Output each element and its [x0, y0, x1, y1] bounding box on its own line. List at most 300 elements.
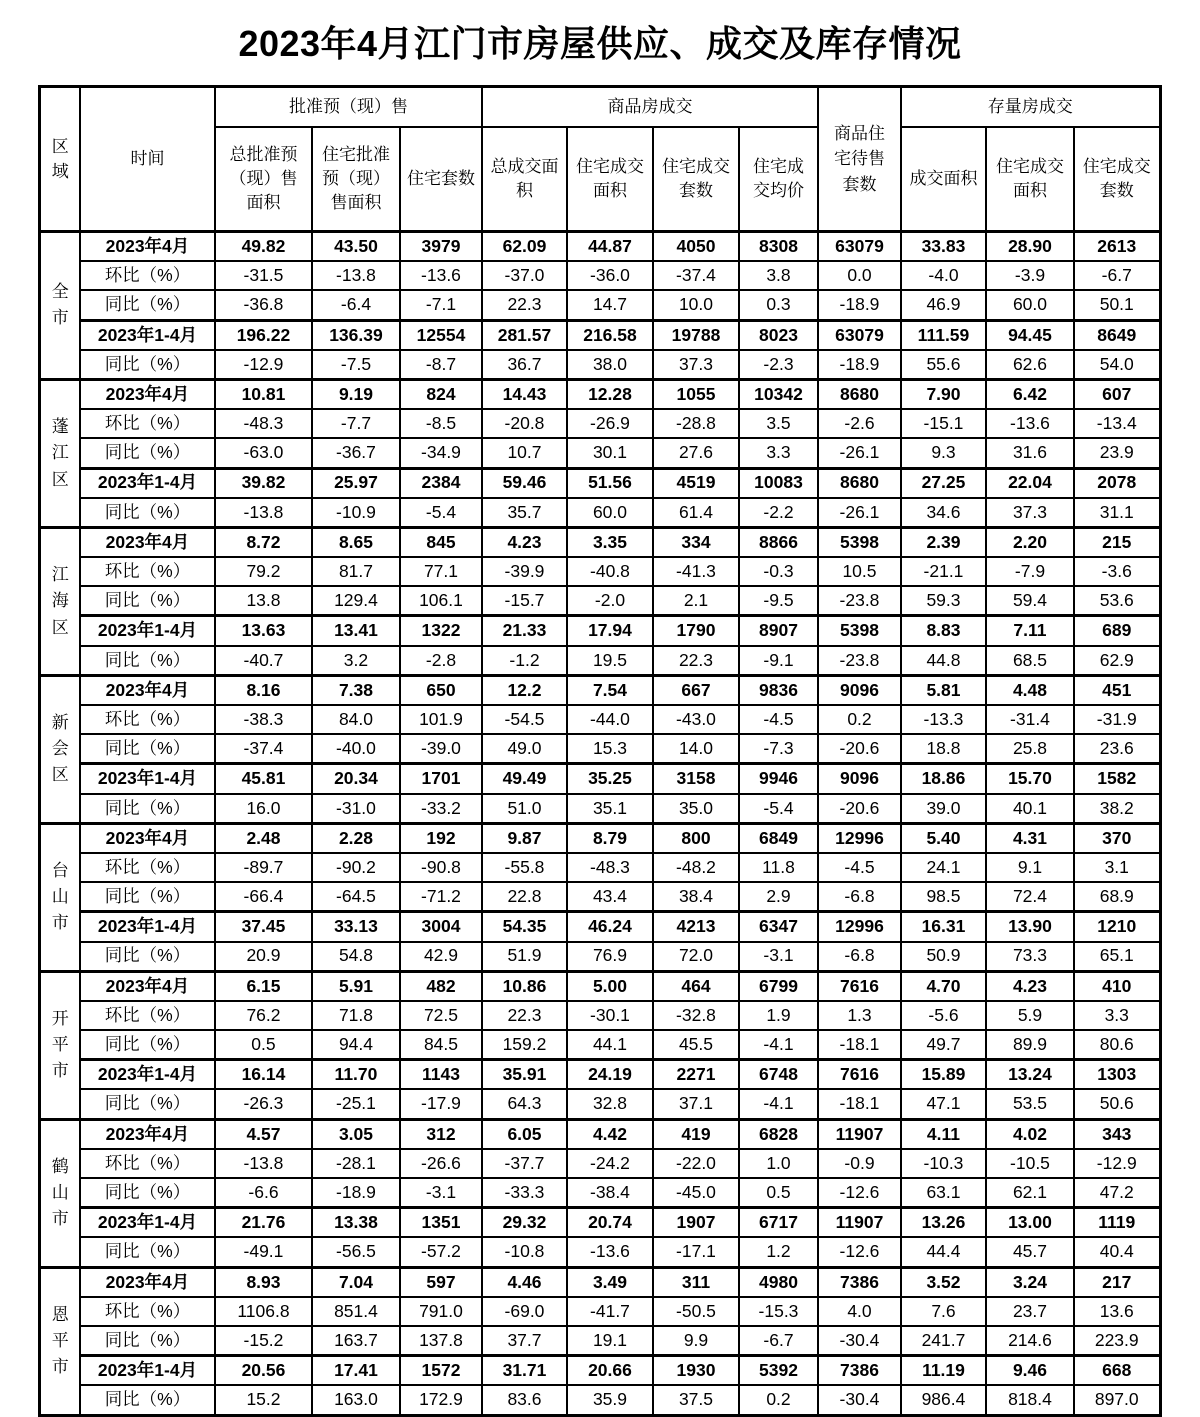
- table-row: [40, 1237, 1160, 1267]
- value-cell: -23.8: [818, 646, 901, 676]
- value-cell: 1907: [653, 1208, 739, 1238]
- value-cell: 20.66: [567, 1356, 653, 1386]
- table-row: [40, 350, 1160, 380]
- value-cell: 13.26: [901, 1208, 986, 1238]
- value-cell: 668: [1074, 1356, 1160, 1386]
- value-cell: 4980: [739, 1267, 818, 1297]
- value-cell: 59.4: [986, 586, 1074, 616]
- value-cell: 8.93: [215, 1267, 312, 1297]
- value-cell: 9.9: [653, 1326, 739, 1356]
- value-cell: 37.5: [653, 1385, 739, 1415]
- value-cell: -13.6: [400, 261, 482, 290]
- value-cell: -13.8: [215, 498, 312, 528]
- table-row: [40, 734, 1160, 764]
- value-cell: 5.91: [312, 971, 400, 1001]
- row-label: 同比（%）: [80, 586, 215, 616]
- value-cell: 27.6: [653, 438, 739, 468]
- row-label: 2023年4月: [80, 232, 215, 262]
- header-col-total-presale-area: 总批准预（现）售面积: [215, 127, 312, 232]
- value-cell: 27.25: [901, 468, 986, 498]
- header-region: 区域: [40, 87, 80, 232]
- value-cell: 6849: [739, 823, 818, 853]
- value-cell: 7386: [818, 1267, 901, 1297]
- value-cell: -0.9: [818, 1149, 901, 1178]
- value-cell: 16.0: [215, 794, 312, 824]
- value-cell: 6347: [739, 912, 818, 942]
- value-cell: 3.3: [1074, 1001, 1160, 1030]
- value-cell: 63079: [818, 232, 901, 262]
- row-label: 同比（%）: [80, 1326, 215, 1356]
- region-cell: 新会区: [40, 675, 80, 823]
- value-cell: 8649: [1074, 320, 1160, 350]
- row-label: 2023年4月: [80, 1267, 215, 1297]
- value-cell: 23.7: [986, 1297, 1074, 1326]
- region-cell: 台山市: [40, 823, 80, 971]
- value-cell: -31.4: [986, 705, 1074, 734]
- row-label: 2023年1-4月: [80, 616, 215, 646]
- value-cell: 59.46: [482, 468, 567, 498]
- value-cell: 8907: [739, 616, 818, 646]
- header-group-row: [40, 87, 1160, 128]
- value-cell: 6.05: [482, 1119, 567, 1149]
- value-cell: 53.5: [986, 1089, 1074, 1119]
- value-cell: -30.4: [818, 1385, 901, 1415]
- value-cell: -13.8: [215, 1149, 312, 1178]
- value-cell: 47.1: [901, 1089, 986, 1119]
- value-cell: -7.3: [739, 734, 818, 764]
- row-label: 同比（%）: [80, 646, 215, 676]
- value-cell: 13.00: [986, 1208, 1074, 1238]
- value-cell: 22.3: [482, 290, 567, 320]
- value-cell: 28.90: [986, 232, 1074, 262]
- table-row: [40, 1001, 1160, 1030]
- value-cell: 94.4: [312, 1030, 400, 1060]
- value-cell: 44.1: [567, 1030, 653, 1060]
- value-cell: 7.38: [312, 675, 400, 705]
- value-cell: 9.46: [986, 1356, 1074, 1386]
- value-cell: -20.8: [482, 409, 567, 438]
- value-cell: 20.74: [567, 1208, 653, 1238]
- value-cell: 4.57: [215, 1119, 312, 1149]
- value-cell: -4.5: [739, 705, 818, 734]
- table-row: [40, 1030, 1160, 1060]
- value-cell: 81.7: [312, 557, 400, 586]
- value-cell: -56.5: [312, 1237, 400, 1267]
- value-cell: -6.6: [215, 1178, 312, 1208]
- value-cell: 5.40: [901, 823, 986, 853]
- value-cell: 3158: [653, 764, 739, 794]
- value-cell: 791.0: [400, 1297, 482, 1326]
- value-cell: 43.4: [567, 882, 653, 912]
- table-row: [40, 320, 1160, 350]
- region-cell: 蓬江区: [40, 379, 80, 527]
- row-label: 环比（%）: [80, 409, 215, 438]
- value-cell: 72.0: [653, 942, 739, 972]
- value-cell: 12996: [818, 823, 901, 853]
- value-cell: 54.35: [482, 912, 567, 942]
- table-row: [40, 1326, 1160, 1356]
- value-cell: 1582: [1074, 764, 1160, 794]
- value-cell: -2.2: [739, 498, 818, 528]
- value-cell: 63079: [818, 320, 901, 350]
- value-cell: 343: [1074, 1119, 1160, 1149]
- value-cell: 172.9: [400, 1385, 482, 1415]
- value-cell: 2.9: [739, 882, 818, 912]
- value-cell: 14.43: [482, 379, 567, 409]
- value-cell: -20.6: [818, 734, 901, 764]
- value-cell: 7.6: [901, 1297, 986, 1326]
- value-cell: -3.6: [1074, 557, 1160, 586]
- value-cell: 8.79: [567, 823, 653, 853]
- row-label: 2023年4月: [80, 379, 215, 409]
- value-cell: -31.5: [215, 261, 312, 290]
- table-row: [40, 705, 1160, 734]
- value-cell: -38.4: [567, 1178, 653, 1208]
- value-cell: 25.97: [312, 468, 400, 498]
- value-cell: 8023: [739, 320, 818, 350]
- value-cell: 46.9: [901, 290, 986, 320]
- value-cell: -13.3: [901, 705, 986, 734]
- value-cell: -40.8: [567, 557, 653, 586]
- row-label: 2023年4月: [80, 1119, 215, 1149]
- value-cell: 482: [400, 971, 482, 1001]
- row-label: 同比（%）: [80, 1237, 215, 1267]
- row-label: 2023年4月: [80, 675, 215, 705]
- row-label: 同比（%）: [80, 1178, 215, 1208]
- value-cell: -23.8: [818, 586, 901, 616]
- value-cell: 62.1: [986, 1178, 1074, 1208]
- value-cell: 19788: [653, 320, 739, 350]
- value-cell: 76.9: [567, 942, 653, 972]
- value-cell: 9.3: [901, 438, 986, 468]
- value-cell: -41.7: [567, 1297, 653, 1326]
- value-cell: 1.2: [739, 1237, 818, 1267]
- value-cell: 12554: [400, 320, 482, 350]
- header-col-res-units: 住宅套数: [400, 127, 482, 232]
- value-cell: 19.5: [567, 646, 653, 676]
- value-cell: 45.81: [215, 764, 312, 794]
- value-cell: 7.11: [986, 616, 1074, 646]
- value-cell: 22.3: [653, 646, 739, 676]
- value-cell: 12996: [818, 912, 901, 942]
- value-cell: 29.32: [482, 1208, 567, 1238]
- value-cell: -2.0: [567, 586, 653, 616]
- row-label: 同比（%）: [80, 734, 215, 764]
- value-cell: 24.1: [901, 853, 986, 882]
- value-cell: 3.2: [312, 646, 400, 676]
- value-cell: 38.2: [1074, 794, 1160, 824]
- value-cell: 1143: [400, 1060, 482, 1090]
- value-cell: 7386: [818, 1356, 901, 1386]
- value-cell: 8680: [818, 379, 901, 409]
- value-cell: -13.4: [1074, 409, 1160, 438]
- value-cell: 71.8: [312, 1001, 400, 1030]
- value-cell: 0.3: [739, 290, 818, 320]
- row-label: 2023年1-4月: [80, 1356, 215, 1386]
- value-cell: -9.5: [739, 586, 818, 616]
- value-cell: -12.9: [1074, 1149, 1160, 1178]
- value-cell: 4050: [653, 232, 739, 262]
- value-cell: 62.9: [1074, 646, 1160, 676]
- value-cell: 10.81: [215, 379, 312, 409]
- value-cell: 62.09: [482, 232, 567, 262]
- value-cell: 4.70: [901, 971, 986, 1001]
- value-cell: 3.49: [567, 1267, 653, 1297]
- value-cell: 10.5: [818, 557, 901, 586]
- value-cell: 7.54: [567, 675, 653, 705]
- value-cell: -71.2: [400, 882, 482, 912]
- table-row: [40, 1267, 1160, 1297]
- value-cell: -12.6: [818, 1178, 901, 1208]
- value-cell: 39.0: [901, 794, 986, 824]
- value-cell: -44.0: [567, 705, 653, 734]
- value-cell: 19.1: [567, 1326, 653, 1356]
- value-cell: 851.4: [312, 1297, 400, 1326]
- value-cell: -48.3: [215, 409, 312, 438]
- value-cell: -40.0: [312, 734, 400, 764]
- value-cell: 1.3: [818, 1001, 901, 1030]
- value-cell: 9946: [739, 764, 818, 794]
- value-cell: 30.1: [567, 438, 653, 468]
- value-cell: 54.8: [312, 942, 400, 972]
- value-cell: -1.2: [482, 646, 567, 676]
- value-cell: -39.0: [400, 734, 482, 764]
- value-cell: 2.28: [312, 823, 400, 853]
- table-row: [40, 261, 1160, 290]
- value-cell: 6828: [739, 1119, 818, 1149]
- value-cell: -25.1: [312, 1089, 400, 1119]
- table-row: [40, 557, 1160, 586]
- row-label: 同比（%）: [80, 882, 215, 912]
- value-cell: 38.0: [567, 350, 653, 380]
- value-cell: 13.24: [986, 1060, 1074, 1090]
- value-cell: 9836: [739, 675, 818, 705]
- value-cell: 73.3: [986, 942, 1074, 972]
- value-cell: 51.9: [482, 942, 567, 972]
- value-cell: -17.9: [400, 1089, 482, 1119]
- value-cell: -12.6: [818, 1237, 901, 1267]
- value-cell: 192: [400, 823, 482, 853]
- region-cell: 恩平市: [40, 1267, 80, 1415]
- value-cell: 451: [1074, 675, 1160, 705]
- value-cell: 14.7: [567, 290, 653, 320]
- header-col-existing-sold-area: 成交面积: [901, 127, 986, 232]
- value-cell: 2.1: [653, 586, 739, 616]
- value-cell: -3.9: [986, 261, 1074, 290]
- value-cell: -26.1: [818, 438, 901, 468]
- value-cell: 3.5: [739, 409, 818, 438]
- table-row: [40, 1089, 1160, 1119]
- value-cell: 8.16: [215, 675, 312, 705]
- value-cell: 12.28: [567, 379, 653, 409]
- value-cell: 1572: [400, 1356, 482, 1386]
- value-cell: 800: [653, 823, 739, 853]
- value-cell: 10342: [739, 379, 818, 409]
- value-cell: 25.8: [986, 734, 1074, 764]
- value-cell: 13.63: [215, 616, 312, 646]
- value-cell: 45.5: [653, 1030, 739, 1060]
- value-cell: 1119: [1074, 1208, 1160, 1238]
- value-cell: -28.1: [312, 1149, 400, 1178]
- row-label: 环比（%）: [80, 1297, 215, 1326]
- region-cell: 开平市: [40, 971, 80, 1119]
- value-cell: 31.6: [986, 438, 1074, 468]
- value-cell: 312: [400, 1119, 482, 1149]
- value-cell: -7.5: [312, 350, 400, 380]
- row-label: 同比（%）: [80, 498, 215, 528]
- value-cell: 20.9: [215, 942, 312, 972]
- row-label: 环比（%）: [80, 705, 215, 734]
- value-cell: -2.3: [739, 350, 818, 380]
- table-row: [40, 586, 1160, 616]
- row-label: 2023年1-4月: [80, 1208, 215, 1238]
- value-cell: -55.8: [482, 853, 567, 882]
- value-cell: -38.3: [215, 705, 312, 734]
- value-cell: -12.9: [215, 350, 312, 380]
- value-cell: 8680: [818, 468, 901, 498]
- region-cell: 江海区: [40, 527, 80, 675]
- table-row: [40, 646, 1160, 676]
- value-cell: 3.52: [901, 1267, 986, 1297]
- value-cell: 1.0: [739, 1149, 818, 1178]
- value-cell: 137.8: [400, 1326, 482, 1356]
- value-cell: -18.9: [818, 290, 901, 320]
- value-cell: 34.6: [901, 498, 986, 528]
- value-cell: 60.0: [567, 498, 653, 528]
- value-cell: 37.45: [215, 912, 312, 942]
- value-cell: 79.2: [215, 557, 312, 586]
- value-cell: 13.41: [312, 616, 400, 646]
- value-cell: 37.3: [986, 498, 1074, 528]
- value-cell: 4.23: [986, 971, 1074, 1001]
- value-cell: -90.8: [400, 853, 482, 882]
- value-cell: 53.6: [1074, 586, 1160, 616]
- value-cell: -13.6: [986, 409, 1074, 438]
- value-cell: -48.2: [653, 853, 739, 882]
- row-label: 环比（%）: [80, 557, 215, 586]
- value-cell: 72.4: [986, 882, 1074, 912]
- value-cell: 8.72: [215, 527, 312, 557]
- value-cell: -8.7: [400, 350, 482, 380]
- page: [0, 16, 1200, 1415]
- value-cell: 9096: [818, 675, 901, 705]
- value-cell: 845: [400, 527, 482, 557]
- value-cell: 1322: [400, 616, 482, 646]
- value-cell: -54.5: [482, 705, 567, 734]
- value-cell: 35.7: [482, 498, 567, 528]
- value-cell: 35.0: [653, 794, 739, 824]
- value-cell: 0.5: [739, 1178, 818, 1208]
- header-col-existing-res-sold-units: 住宅成交套数: [1074, 127, 1160, 232]
- table-row: [40, 1149, 1160, 1178]
- row-label: 同比（%）: [80, 1385, 215, 1415]
- value-cell: 35.9: [567, 1385, 653, 1415]
- value-cell: 1701: [400, 764, 482, 794]
- value-cell: -13.6: [567, 1237, 653, 1267]
- value-cell: 62.6: [986, 350, 1074, 380]
- table-row: [40, 912, 1160, 942]
- value-cell: 16.31: [901, 912, 986, 942]
- region-cell: 鹤山市: [40, 1119, 80, 1267]
- value-cell: 215: [1074, 527, 1160, 557]
- value-cell: 65.1: [1074, 942, 1160, 972]
- table-row: [40, 853, 1160, 882]
- value-cell: -48.3: [567, 853, 653, 882]
- value-cell: -6.8: [818, 882, 901, 912]
- value-cell: 63.1: [901, 1178, 986, 1208]
- value-cell: 7616: [818, 1060, 901, 1090]
- value-cell: 50.6: [1074, 1089, 1160, 1119]
- value-cell: 51.56: [567, 468, 653, 498]
- value-cell: 419: [653, 1119, 739, 1149]
- value-cell: 2.39: [901, 527, 986, 557]
- value-cell: 77.1: [400, 557, 482, 586]
- value-cell: -32.8: [653, 1001, 739, 1030]
- value-cell: 18.8: [901, 734, 986, 764]
- value-cell: 4.42: [567, 1119, 653, 1149]
- row-label: 同比（%）: [80, 1030, 215, 1060]
- value-cell: 159.2: [482, 1030, 567, 1060]
- value-cell: 1.9: [739, 1001, 818, 1030]
- table-row: [40, 232, 1160, 262]
- value-cell: 44.4: [901, 1237, 986, 1267]
- value-cell: 5398: [818, 616, 901, 646]
- header-group-presale: 批准预（现）售: [215, 87, 482, 128]
- value-cell: 13.8: [215, 586, 312, 616]
- value-cell: 4.02: [986, 1119, 1074, 1149]
- value-cell: 5.9: [986, 1001, 1074, 1030]
- value-cell: 49.7: [901, 1030, 986, 1060]
- value-cell: 3.24: [986, 1267, 1074, 1297]
- value-cell: -57.2: [400, 1237, 482, 1267]
- value-cell: 1930: [653, 1356, 739, 1386]
- table-row: [40, 498, 1160, 528]
- table-row: [40, 1060, 1160, 1090]
- value-cell: 16.14: [215, 1060, 312, 1090]
- value-cell: -69.0: [482, 1297, 567, 1326]
- value-cell: -18.9: [312, 1178, 400, 1208]
- value-cell: -49.1: [215, 1237, 312, 1267]
- value-cell: 40.4: [1074, 1237, 1160, 1267]
- value-cell: 4.0: [818, 1297, 901, 1326]
- value-cell: 33.13: [312, 912, 400, 942]
- value-cell: 22.3: [482, 1001, 567, 1030]
- value-cell: 49.0: [482, 734, 567, 764]
- value-cell: 6717: [739, 1208, 818, 1238]
- value-cell: 6.42: [986, 379, 1074, 409]
- table-row: [40, 942, 1160, 972]
- value-cell: 94.45: [986, 320, 1074, 350]
- value-cell: 50.1: [1074, 290, 1160, 320]
- header-col-res-sold-area: 住宅成交面积: [567, 127, 653, 232]
- value-cell: 33.83: [901, 232, 986, 262]
- value-cell: 15.89: [901, 1060, 986, 1090]
- value-cell: -22.0: [653, 1149, 739, 1178]
- table-row: [40, 409, 1160, 438]
- value-cell: 163.7: [312, 1326, 400, 1356]
- value-cell: 3.35: [567, 527, 653, 557]
- value-cell: 32.8: [567, 1089, 653, 1119]
- value-cell: 39.82: [215, 468, 312, 498]
- value-cell: 986.4: [901, 1385, 986, 1415]
- value-cell: -31.0: [312, 794, 400, 824]
- header-col-res-presale-area: 住宅批准预（现）售面积: [312, 127, 400, 232]
- value-cell: -43.0: [653, 705, 739, 734]
- value-cell: -66.4: [215, 882, 312, 912]
- value-cell: 11.70: [312, 1060, 400, 1090]
- value-cell: 45.7: [986, 1237, 1074, 1267]
- value-cell: -37.4: [215, 734, 312, 764]
